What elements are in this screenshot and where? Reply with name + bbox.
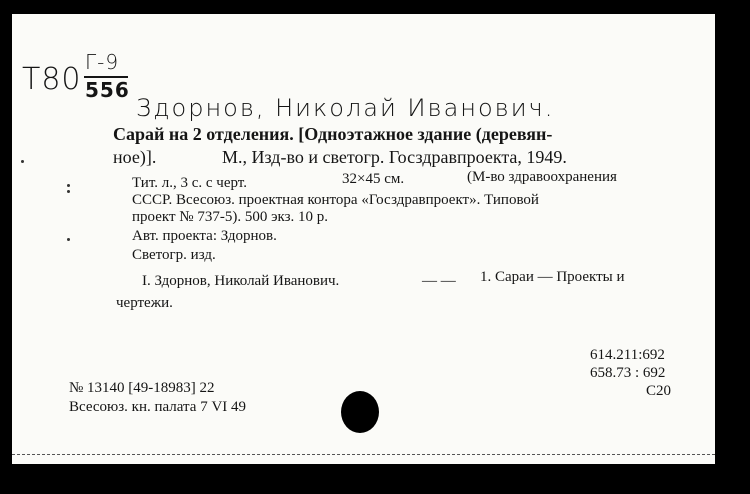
tracing-dash: — — [422, 273, 456, 289]
ink-blot [341, 391, 379, 433]
publisher-line-2: проект № 737-5). 500 экз. 10 р. [132, 209, 329, 225]
physical-size: 32×45 см. [342, 171, 405, 187]
shelfmark-main: Т80 [22, 62, 82, 97]
tracing-subject: 1. Сараи — Проекты и [480, 269, 625, 285]
udc-1: 614.211:692 [590, 347, 665, 363]
margin-mark [21, 160, 24, 163]
title-line-1 [113, 124, 552, 145]
physical-series: (М-во здравоохранения [467, 169, 617, 185]
margin-mark [67, 238, 70, 241]
shelfmark-top: Г-9 [85, 50, 120, 74]
title-line-2: ное)]. [113, 147, 157, 167]
tracing-author: I. Здорнов, Николай Иванович. [142, 273, 340, 289]
physical-line: Тит. л., 3 с. с черт. [132, 175, 247, 191]
shelfmark-bottom: 556 [85, 78, 130, 102]
margin-mark [67, 190, 70, 193]
tracing-subject-cont: чертежи. [116, 295, 173, 311]
margin-mark [67, 184, 70, 187]
title-line-2-imprint: М., Изд-во и светогр. Госздравпроекта, 1949. [222, 147, 567, 167]
udc-2: 658.73 : 692 [590, 365, 666, 381]
catalog-card [12, 14, 715, 464]
author-handwritten: Здорнов, Николай Иванович. [136, 94, 555, 122]
bbk-code: С20 [646, 383, 672, 399]
title-line-1-text: Сарай на 2 отделения. [Одноэтажное здание (деревян- [113, 124, 553, 144]
chamber-line: Всесоюз. кн. палата 7 VI 49 [69, 399, 247, 415]
card-number: № 13140 [49-18983] 22 [69, 380, 215, 396]
bottom-rule [12, 454, 715, 456]
note-svetogr: Светогр. изд. [132, 247, 216, 263]
publisher-line-1: СССР. Всесоюз. проектная контора «Госздравпроект». Типовой [132, 192, 539, 208]
note-author: Авт. проекта: Здорнов. [132, 228, 277, 244]
